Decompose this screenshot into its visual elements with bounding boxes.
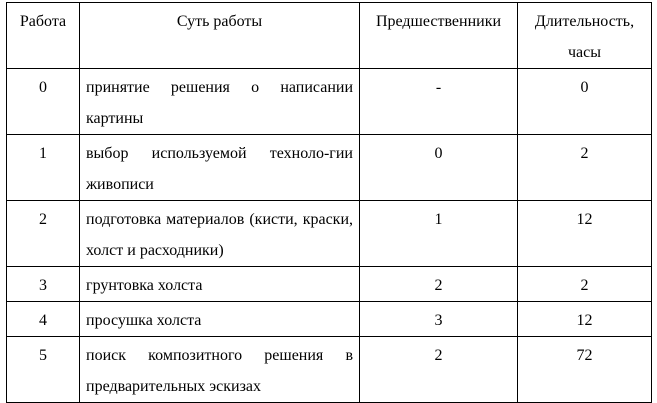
- work-predecessors: 3: [360, 302, 518, 337]
- work-predecessors: 2: [360, 267, 518, 302]
- table-row: [7, 337, 652, 403]
- works-table: [6, 2, 652, 403]
- work-id: 3: [7, 267, 80, 302]
- work-description: принятие решения о написании картины: [80, 69, 360, 135]
- header-row: [7, 3, 652, 69]
- work-duration: 12: [518, 302, 652, 337]
- work-duration: 12: [518, 201, 652, 267]
- work-description: просушка холста: [80, 302, 360, 337]
- table-row: [7, 302, 652, 337]
- header-work: Работа: [7, 3, 80, 69]
- table-row: [7, 69, 652, 135]
- work-description: поиск композитного решения в предварительных эскизах: [80, 337, 360, 403]
- work-predecessors: 2: [360, 337, 518, 403]
- table-row: [7, 201, 652, 267]
- work-id: 5: [7, 337, 80, 403]
- work-id: 4: [7, 302, 80, 337]
- work-duration: 72: [518, 337, 652, 403]
- work-description: грунтовка холста: [80, 267, 360, 302]
- work-id: 2: [7, 201, 80, 267]
- work-description: выбор используемой техноло-гии живописи: [80, 135, 360, 201]
- table-row: [7, 135, 652, 201]
- header-duration: Длительность, часы: [518, 3, 652, 69]
- table-row: [7, 267, 652, 302]
- header-description: Суть работы: [80, 3, 360, 69]
- work-duration: 2: [518, 267, 652, 302]
- work-duration: 2: [518, 135, 652, 201]
- work-description: подготовка материалов (кисти, краски, холст и расходники): [80, 201, 360, 267]
- work-id: 0: [7, 69, 80, 135]
- work-duration: 0: [518, 69, 652, 135]
- work-predecessors: -: [360, 69, 518, 135]
- work-predecessors: 1: [360, 201, 518, 267]
- work-predecessors: 0: [360, 135, 518, 201]
- work-id: 1: [7, 135, 80, 201]
- header-predecessors: Предшественники: [360, 3, 518, 69]
